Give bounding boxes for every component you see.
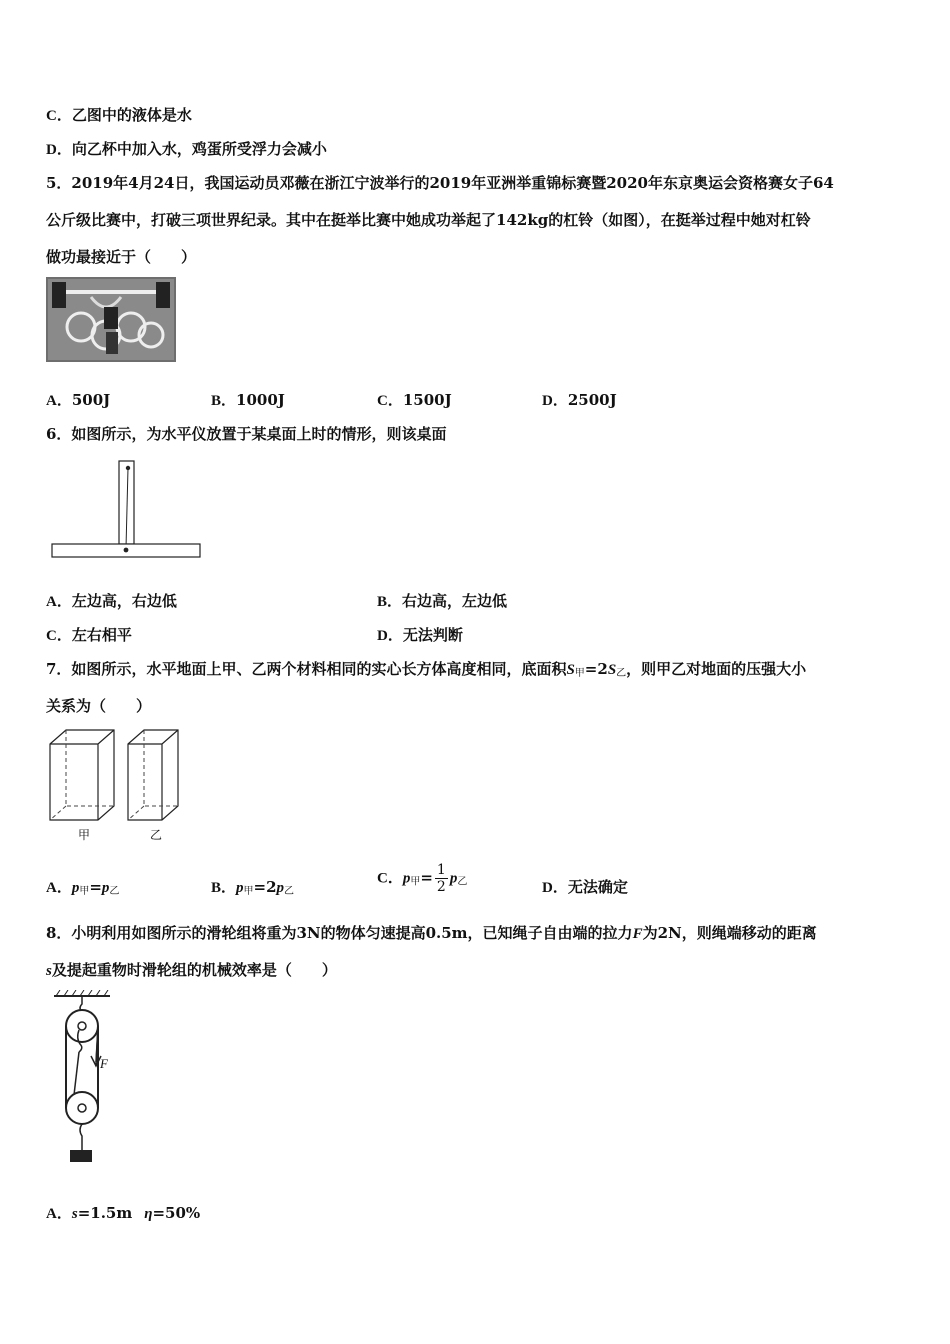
option-value: =50%: [152, 1204, 201, 1222]
option-text: 1500J: [402, 391, 452, 409]
option-text: 无法确定: [567, 878, 628, 896]
boxes-diagram: [48, 728, 183, 826]
symbol-s: S: [566, 662, 575, 678]
q5-stem-line3: 做功最接近于（ ）: [46, 248, 197, 266]
level-diagram: [50, 460, 205, 562]
option-text: 1000J: [236, 391, 285, 409]
pulley-diagram: [46, 990, 136, 1165]
symbol-s: s: [71, 1206, 78, 1222]
q8-stem-line1: [46, 922, 817, 943]
stem-text: 及提起重物时滑轮组的机械效率是（ ）: [51, 961, 337, 979]
option-label: C．: [46, 108, 72, 124]
option-text: 左边高，右边低: [71, 592, 177, 610]
weightlifter-photo: [46, 277, 176, 362]
subscript: 乙: [616, 668, 627, 679]
stem-text: ，则甲乙对地面的压强大小: [626, 660, 807, 678]
option-value: =1.5m: [77, 1204, 133, 1222]
subscript: 甲: [79, 886, 90, 897]
option-text: 右边高，左边低: [402, 592, 508, 610]
option-label: B．: [211, 880, 237, 896]
option-text: 2500J: [567, 391, 617, 409]
q6-option-c: [46, 624, 132, 645]
subscript: 甲: [410, 876, 421, 888]
symbol-s: S: [607, 662, 617, 678]
option-label: C．: [377, 870, 403, 887]
fraction: [435, 862, 448, 895]
option-label: D．: [542, 880, 568, 896]
q7-option-d: [542, 876, 628, 897]
coefficient: 2: [266, 878, 277, 896]
q5-option-c: [377, 389, 452, 410]
stem-text: 为2N，则绳端移动的距离: [642, 924, 817, 942]
q5-option-d: [542, 389, 617, 410]
figure-label-F: F: [100, 1056, 108, 1071]
subscript: 乙: [109, 886, 120, 897]
figure-label-jia: 甲: [78, 828, 91, 842]
option-text: 乙图中的液体是水: [71, 106, 192, 124]
stem-text: 8．小明利用如图所示的滑轮组将重为3N的物体匀速提高0.5m，已知绳子自由端的拉力: [46, 924, 633, 942]
option-text: 500J: [71, 391, 111, 409]
option-text: 左右相平: [71, 626, 132, 644]
q8-option-a: [46, 1202, 200, 1223]
option-text: 向乙杯中加入水，鸡蛋所受浮力会减小: [71, 140, 327, 158]
option-label: A．: [46, 880, 72, 896]
q6-option-a: [46, 590, 177, 611]
symbol-F: F: [632, 926, 643, 942]
q7-stem-line2: 关系为（ ）: [46, 697, 152, 715]
q5-stem-line1: 5．2019年4月24日，我国运动员邓薇在浙江宁波举行的2019年亚洲举重锦标赛暨2020年东京奥运会资格赛女子64: [46, 174, 834, 192]
q7-option-b: [211, 876, 294, 897]
symbol-p: p: [101, 880, 110, 896]
q5-option-a: [46, 389, 110, 410]
option-label: B．: [211, 393, 237, 409]
q7-option-a: [46, 876, 119, 897]
option-label: C．: [377, 393, 403, 409]
q6-option-d: [377, 624, 463, 645]
option-label: D．: [46, 142, 72, 158]
subscript: 甲: [243, 886, 254, 897]
stem-text: =2: [584, 660, 608, 678]
q5-stem-line2: 公斤级比赛中，打破三项世界纪录。其中在挺举比赛中她成功举起了142kg的杠铃（如图），在挺举过程中她对杠铃: [46, 211, 811, 229]
symbol-eta: η: [144, 1206, 153, 1222]
symbol-p: p: [236, 880, 244, 896]
symbol-p: p: [71, 880, 80, 896]
q4-option-d: [46, 138, 327, 159]
q6-stem: 6．如图所示，为水平仪放置于某桌面上时的情形，则该桌面: [46, 425, 447, 443]
symbol-s: s: [46, 963, 52, 979]
symbol-p: p: [402, 870, 411, 887]
option-label: C．: [46, 628, 72, 644]
stem-text: 7．如图所示，水平地面上甲、乙两个材料相同的实心长方体高度相同，底面积: [46, 660, 567, 678]
q4-option-c: [46, 104, 192, 125]
fraction-denominator: 2: [436, 879, 446, 895]
option-label: D．: [542, 393, 568, 409]
q7-stem-line1: [46, 658, 806, 679]
q5-option-b: [211, 389, 285, 410]
operator: =: [253, 878, 267, 896]
symbol-p: p: [449, 870, 458, 887]
operator: =: [420, 868, 433, 887]
figure-label-yi: 乙: [150, 828, 163, 842]
option-label: B．: [377, 594, 403, 610]
symbol-p: p: [276, 880, 285, 896]
subscript: 甲: [574, 668, 585, 679]
option-label: A．: [46, 393, 72, 409]
option-text: 无法判断: [402, 626, 463, 644]
subscript: 乙: [284, 886, 295, 897]
operator: =: [89, 878, 102, 896]
q6-option-b: [377, 590, 507, 611]
option-label: A．: [46, 1206, 72, 1222]
option-label: A．: [46, 594, 72, 610]
option-label: D．: [377, 628, 403, 644]
q7-option-c: [377, 862, 467, 895]
q8-stem-line2: [46, 959, 337, 980]
subscript: 乙: [457, 876, 468, 888]
fraction-numerator: 1: [436, 862, 446, 878]
